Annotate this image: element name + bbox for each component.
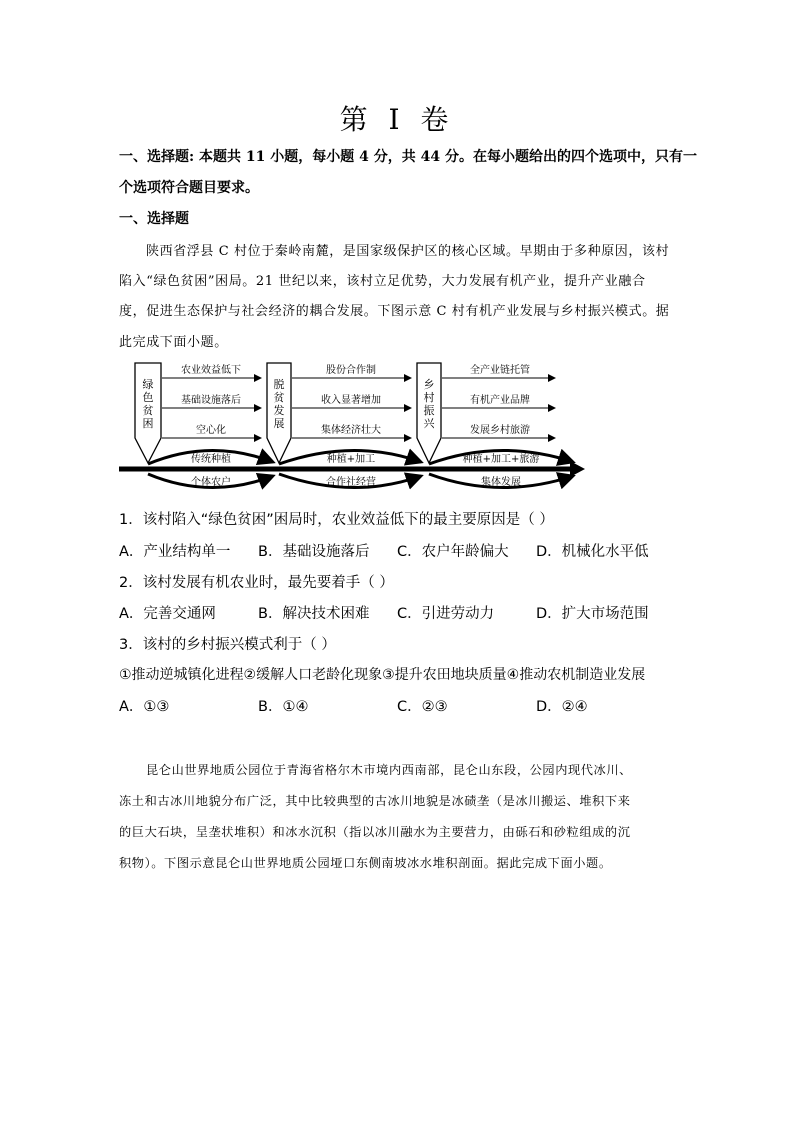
upper-mode-1: 传统种植 <box>191 454 231 465</box>
stage2-item-1: 股份合作制 <box>326 365 376 376</box>
passage1-line-4: 此完成下面小题。 <box>119 335 228 350</box>
stage1-item-3: 空心化 <box>196 425 226 436</box>
rural-revitalization-diagram <box>115 358 590 498</box>
question-1-option-a: A．产业结构单一 <box>119 544 231 560</box>
stage1-item-2: 基础设施落后 <box>181 395 241 406</box>
question-2-option-a: A．完善交通网 <box>119 606 216 622</box>
question-1-option-d: D．机械化水平低 <box>536 544 649 560</box>
stage1-item-1: 农业效益低下 <box>181 365 241 376</box>
passage2-line-2: 冻土和古冰川地貌分布广泛，其中比较典型的古冰川地貌是冰碛垄（是冰川搬运、堆积下来 <box>119 794 631 808</box>
passage1-line-2: 陷入“绿色贫困”困局。21 世纪以来，该村立足优势，大力发展有机产业，提升产业融合 <box>119 274 646 289</box>
question-3-option-a: A．①③ <box>119 699 170 715</box>
question-2-option-b: B．解决技术困难 <box>258 606 370 622</box>
lower-mode-3: 集体发展 <box>481 477 521 488</box>
passage1-line-1: 陕西省浮县 C 村位于秦岭南麓，是国家级保护区的核心区域。早期由于多种原因，该村 <box>146 244 670 259</box>
question-2-option-d: D．扩大市场范围 <box>536 606 649 622</box>
question-1-stem: 1．该村陷入“绿色贫困”困局时，农业效益低下的最主要原因是（ ） <box>119 512 554 528</box>
stage-label-2: 脱贫发展 <box>273 378 285 430</box>
page-title: 第 I 卷 <box>339 103 455 136</box>
stage3-item-1: 全产业链托管 <box>470 365 530 376</box>
question-1-option-b: B．基础设施落后 <box>258 544 370 560</box>
question-3-option-c: C．②③ <box>397 699 448 715</box>
instructions-line-1: 一、选择题: 本题共 11 小题，每小题 4 分，共 44 分。在每小题给出的四个选项中，只有一 <box>119 149 697 165</box>
stage2-item-2: 收入显著增加 <box>321 395 381 406</box>
passage2-line-4: 积物）。下图示意昆仑山世界地质公园垭口东侧南坡冰水堆积剖面。据此完成下面小题。 <box>119 856 612 870</box>
stage2-item-3: 集体经济壮大 <box>321 425 381 436</box>
upper-mode-3: 种植+加工+旅游 <box>462 454 540 465</box>
passage2-line-3: 的巨大石块，呈垄状堆积）和冰水沉积（指以冰川融水为主要营力，由砾石和砂粒组成的沉 <box>119 825 631 839</box>
question-3-option-b: B．①④ <box>258 699 309 715</box>
timeline-arrowhead <box>570 461 585 477</box>
lower-mode-2: 合作社经营 <box>326 477 376 488</box>
stage-label-1: 绿色贫困 <box>142 378 154 430</box>
section-heading: 一、选择题 <box>119 211 189 227</box>
question-3-stem: 3．该村的乡村振兴模式利于（ ） <box>119 637 336 653</box>
stage3-item-3: 发展乡村旅游 <box>470 425 530 436</box>
stage-label-3: 乡村振兴 <box>423 378 435 430</box>
passage2-line-1: 昆仑山世界地质公园位于青海省格尔木市境内西南部，昆仑山东段，公园内现代冰川、 <box>146 763 632 777</box>
question-2-option-c: C．引进劳动力 <box>397 606 495 622</box>
upper-mode-2: 种植+加工 <box>326 454 376 465</box>
question-3-option-d: D．②④ <box>536 699 588 715</box>
question-1-option-c: C．农户年龄偏大 <box>397 544 509 560</box>
question-2-stem: 2．该村发展有机农业时，最先要着手（ ） <box>119 575 394 591</box>
instructions-line-2: 个选项符合题目要求。 <box>119 180 259 196</box>
lower-mode-1: 个体农户 <box>191 477 231 488</box>
passage1-line-3: 度，促进生态保护与社会经济的耦合发展。下图示意 C 村有机产业发展与乡村振兴模式。据 <box>119 304 670 319</box>
stage3-item-2: 有机产业品牌 <box>470 395 530 406</box>
question-3-statements: ①推动逆城镇化进程②缓解人口老龄化现象③提升农田地块质量④推动农机制造业发展 <box>119 667 646 683</box>
